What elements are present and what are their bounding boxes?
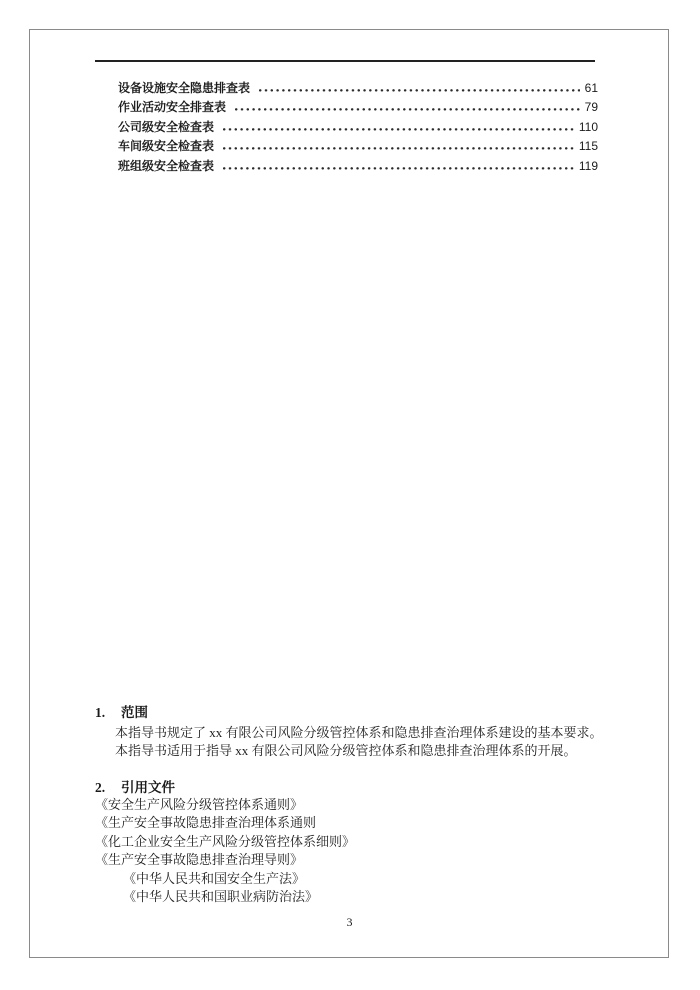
section-1-body [115,724,603,761]
section-title: 引用文件 [121,780,175,795]
toc-entry-label: 车间级安全检查表 [118,139,215,154]
reference-item: 《化工企业安全生产风险分级管控体系细则》 [95,833,356,849]
reference-item: 《中华人民共和国安全生产法》 [123,870,306,886]
toc-entry-label: 设备设施安全隐患排查表 [118,81,251,95]
reference-item: 《安全生产风险分级管控体系通则》 [95,797,304,812]
toc-entry-page: 110 [578,119,598,134]
toc-entry [118,118,598,137]
reference-item: 《生产安全事故隐患排查治理导则》 [95,852,304,868]
toc-entry-page: 61 [584,81,598,95]
toc-dot-leader [259,81,580,92]
section-1-heading [95,703,148,723]
header-rule [95,60,595,62]
reference-item: 《生产安全事故隐患排查治理体系通则 [95,815,317,831]
toc-entry-page: 79 [584,100,598,115]
paragraph: 本指导书适用于指导 xx 有限公司风险分级管控体系和隐患排查治理体系的开展。 [115,743,577,759]
toc-dot-leader [235,100,580,111]
toc-dot-leader [223,159,574,170]
toc-entry-page: 119 [578,158,598,173]
toc-entry [118,137,598,156]
toc-entry-label: 作业活动安全排查表 [118,100,227,115]
toc-entry-label: 公司级安全检查表 [118,119,215,134]
toc-entry [118,157,598,176]
section-number: 1. [95,705,106,720]
page-number: 3 [346,915,353,929]
section-2-heading [95,778,175,798]
toc-dot-leader [223,120,574,131]
section-number: 2. [95,780,106,795]
reference-item: 《中华人民共和国职业病防治法》 [123,889,319,905]
toc-entry [118,79,598,98]
toc-entry-label: 班组级安全检查表 [118,158,215,173]
section-2-references [95,796,595,906]
table-of-contents [118,79,598,176]
paragraph: 本指导书规定了 xx 有限公司风险分级管控体系和隐患排查治理体系建设的基本要求。 [115,725,603,740]
toc-entry [118,98,598,117]
toc-dot-leader [223,139,574,150]
toc-entry-page: 115 [578,139,598,154]
section-title: 范围 [121,705,148,720]
